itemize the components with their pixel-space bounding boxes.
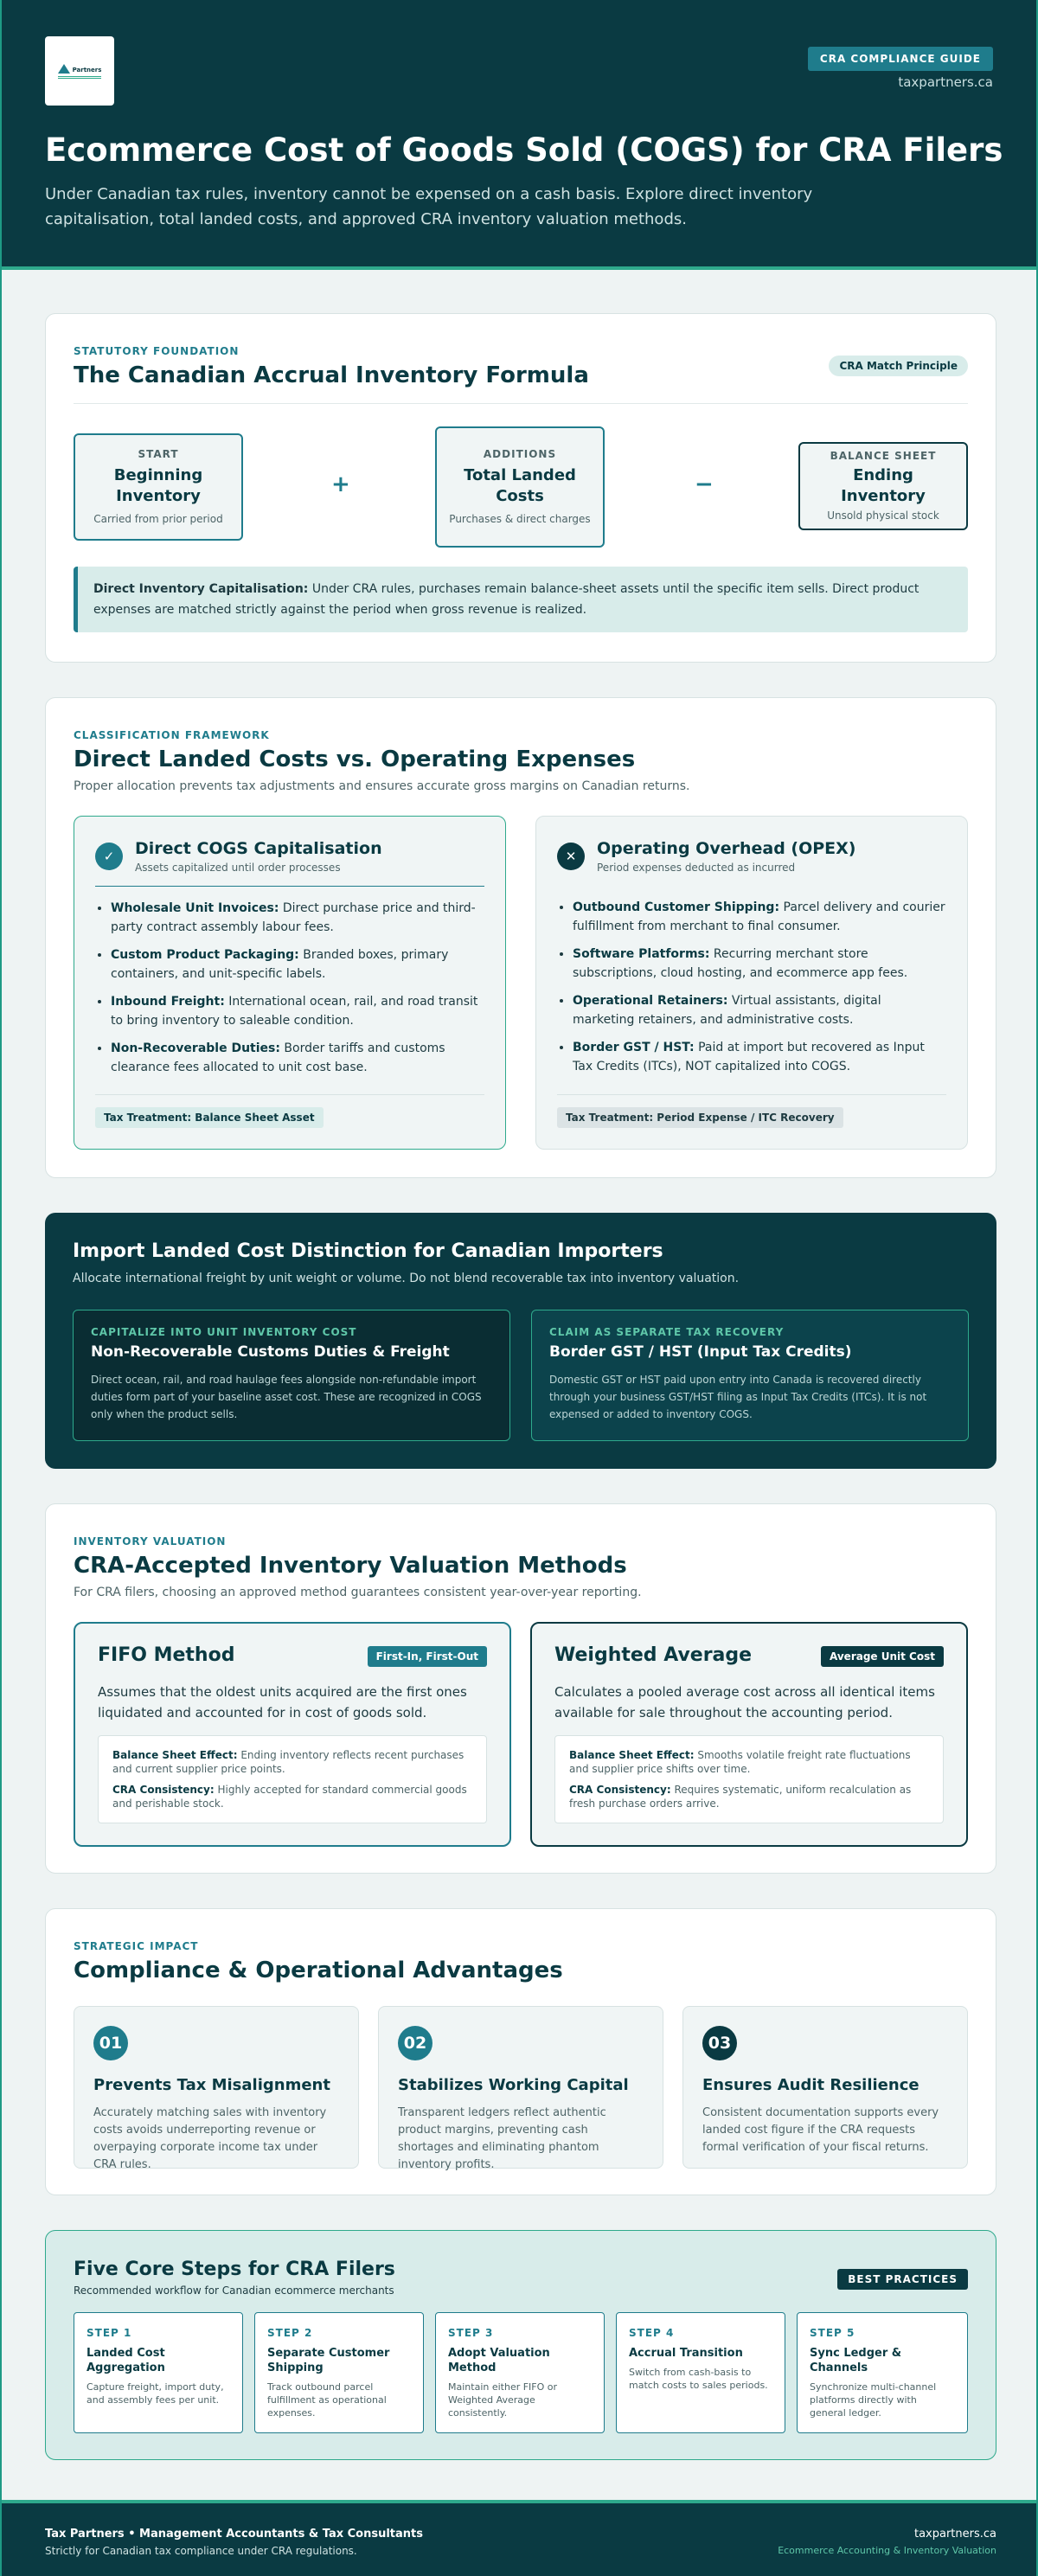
site-link[interactable]: taxpartners.ca	[898, 74, 993, 90]
section-title: Import Landed Cost Distinction for Canadian Importers	[73, 1240, 663, 1262]
advantage-desc: Accurately matching sales with inventory costs avoids underreporting revenue or overpaying corporate income tax under CRA rules.	[93, 2106, 327, 2171]
formula-box-label: START	[138, 448, 179, 460]
match-principle-pill: CRA Match Principle	[829, 356, 968, 376]
capitalisation-note	[74, 567, 968, 632]
fifo-tag: First-In, First-Out	[368, 1646, 487, 1667]
hero-header	[2, 0, 1036, 270]
best-practices-badge: BEST PRACTICES	[837, 2269, 968, 2290]
box-desc: Direct ocean, rail, and road haulage fees alongside non-refundable import duties form part of your baseline asset cost. These are recognized in COGS only when the product sells.	[91, 1374, 482, 1420]
cogs-title: Direct COGS Capitalisation	[135, 839, 382, 858]
section-title: Five Core Steps for CRA Filers	[74, 2259, 395, 2280]
section-title: Compliance & Operational Advantages	[74, 1958, 563, 1983]
advantages-section	[45, 1908, 996, 2195]
box-eyebrow: CAPITALIZE INTO UNIT INVENTORY COST	[91, 1326, 357, 1338]
formula-box-desc: Carried from prior period	[93, 513, 223, 525]
step-card	[254, 2312, 424, 2433]
advantage-title: Prevents Tax Misalignment	[93, 2076, 330, 2094]
box-title: Border GST / HST (Input Tax Credits)	[549, 1343, 852, 1361]
advantage-card	[74, 2006, 359, 2169]
logo[interactable]	[45, 36, 114, 106]
fifo-details	[98, 1735, 487, 1823]
fifo-title: FIFO Method	[98, 1644, 235, 1666]
list-item: • Operational Retainers: Virtual assistants, digital marketing retainers, and administrative costs.	[573, 991, 946, 1029]
box-title: Non-Recoverable Customs Duties & Freight	[91, 1343, 450, 1361]
box-desc: Domestic GST or HST paid upon entry into Canada is recovered directly through your business GST/HST filing as Input Tax Credits (ITCs). It is not expensed or added to inventory COGS.	[549, 1374, 927, 1420]
divider	[95, 886, 484, 887]
step-title: Separate Customer Shipping	[267, 2347, 390, 2374]
advantage-desc: Consistent documentation supports every landed cost figure if the CRA requests formal verification of your fiscal returns.	[702, 2106, 939, 2154]
section-eyebrow: STATUTORY FOUNDATION	[74, 345, 240, 357]
advantage-number: 02	[398, 2026, 432, 2060]
wavg-details	[554, 1735, 944, 1823]
advantage-title: Ensures Audit Resilience	[702, 2076, 919, 2094]
advantage-card	[378, 2006, 663, 2169]
note-text: Under CRA rules, purchases remain balance-sheet assets until the specific item sells. Direct product expenses are matched strictly against the period when gross revenue is realized.	[93, 582, 919, 617]
step-card	[616, 2312, 785, 2433]
formula-box-desc: Purchases & direct charges	[449, 513, 591, 525]
footer	[2, 2500, 1038, 2576]
logo-text: Partners	[72, 66, 102, 74]
detail-line: Balance Sheet Effect: Smooths volatile freight rate fluctuations and supplier price shifts over time.	[569, 1749, 911, 1775]
advantage-number: 01	[93, 2026, 128, 2060]
section-eyebrow: STRATEGIC IMPACT	[74, 1940, 199, 1952]
steps-section	[45, 2230, 996, 2460]
step-number: STEP 3	[448, 2327, 494, 2339]
step-title: Adopt Valuation Method	[448, 2347, 550, 2374]
import-section	[45, 1213, 996, 1469]
list-item: • Custom Product Packaging: Branded boxes, primary containers, and unit-specific labels.	[111, 945, 484, 984]
footer-tagline: Strictly for Canadian tax compliance under CRA regulations.	[45, 2545, 357, 2557]
list-item: • Software Platforms: Recurring merchant store subscriptions, cloud hosting, and ecommerce app fees.	[573, 945, 946, 983]
capitalize-box	[73, 1310, 510, 1441]
footer-site-link[interactable]: taxpartners.ca	[913, 2528, 996, 2541]
advantage-number: 03	[702, 2026, 737, 2060]
section-subtitle: Proper allocation prevents tax adjustments and ensures accurate gross margins on Canadian returns.	[74, 779, 690, 793]
formula-box-main: Total Landed Costs	[464, 466, 576, 505]
plus-operator: +	[331, 471, 350, 497]
formula-box-label: BALANCE SHEET	[830, 450, 937, 462]
tax-recovery-box	[531, 1310, 969, 1441]
opex-column	[535, 816, 968, 1150]
classification-section	[45, 697, 996, 1178]
weighted-average-card	[530, 1622, 968, 1847]
section-title: The Canadian Accrual Inventory Formula	[74, 362, 589, 388]
formula-box-main: Ending Inventory	[841, 466, 926, 505]
opex-header	[557, 839, 946, 874]
formula-box-label: ADDITIONS	[483, 448, 557, 460]
close-icon: ✕	[557, 843, 585, 870]
wavg-desc: Calculates a pooled average cost across all identical items available for sale throughout the accounting period.	[554, 1684, 935, 1721]
step-number: STEP 2	[267, 2327, 313, 2339]
step-card	[797, 2312, 968, 2433]
page-title: Ecommerce Cost of Goods Sold (COGS) for CRA Filers	[45, 131, 1003, 169]
step-desc: Capture freight, import duty, and assembly fees per unit.	[86, 2381, 224, 2406]
divider	[95, 1094, 484, 1095]
opex-list	[557, 898, 946, 1076]
step-title: Sync Ledger & Channels	[810, 2347, 902, 2374]
formula-section	[45, 313, 996, 663]
section-subtitle: Recommended workflow for Canadian ecommerce merchants	[74, 2284, 394, 2297]
valuation-section	[45, 1503, 996, 1874]
step-desc: Switch from cash-basis to match costs to sales periods.	[629, 2367, 768, 2391]
list-item: • Inbound Freight: International ocean, rail, and road transit to bring inventory to saleable condition.	[111, 992, 484, 1030]
list-item: • Border GST / HST: Paid at import but recovered as Input Tax Credits (ITCs), NOT capitalized into COGS.	[573, 1038, 946, 1076]
fifo-desc: Assumes that the oldest units acquired are the first ones liquidated and accounted for in cost of goods sold.	[98, 1684, 467, 1721]
note-heading: Direct Inventory Capitalisation:	[93, 582, 309, 596]
step-number: STEP 1	[86, 2327, 132, 2339]
list-item: • Non-Recoverable Duties: Border tariffs and customs clearance fees allocated to unit cost base.	[111, 1039, 484, 1077]
step-desc: Maintain either FIFO or Weighted Average consistently.	[448, 2381, 558, 2419]
minus-operator: −	[695, 471, 714, 497]
formula-box-main: Beginning Inventory	[113, 466, 203, 505]
fifo-card	[74, 1622, 511, 1847]
cogs-list	[95, 899, 484, 1077]
section-eyebrow: CLASSIFICATION FRAMEWORK	[74, 729, 270, 741]
detail-line: CRA Consistency: Highly accepted for standard commercial goods and perishable stock.	[112, 1784, 467, 1810]
step-card	[74, 2312, 243, 2433]
box-eyebrow: CLAIM AS SEPARATE TAX RECOVERY	[549, 1326, 785, 1338]
step-number: STEP 5	[810, 2327, 855, 2339]
check-icon: ✓	[95, 843, 123, 870]
opex-treatment-badge: Tax Treatment: Period Expense / ITC Recovery	[557, 1107, 843, 1128]
formula-box-beginning	[74, 433, 243, 541]
guide-badge: CRA COMPLIANCE GUIDE	[808, 47, 993, 71]
divider	[557, 1094, 946, 1095]
cogs-subtitle: Assets capitalized until order processes	[135, 862, 341, 874]
section-title: Direct Landed Costs vs. Operating Expenses	[74, 747, 636, 772]
section-title: CRA-Accepted Inventory Valuation Methods	[74, 1553, 627, 1579]
step-card	[435, 2312, 605, 2433]
step-title: Accrual Transition	[629, 2347, 743, 2360]
cogs-column	[74, 816, 506, 1150]
detail-line: CRA Consistency: Requires systematic, uniform recalculation as fresh purchase orders arrive.	[569, 1784, 912, 1810]
page-subtitle: Under Canadian tax rules, inventory cannot be expensed on a cash basis. Explore direct inventory capitalisation, total landed costs, and approved CRA inventory valuation methods.	[45, 185, 813, 228]
divider	[74, 403, 968, 404]
opex-title: Operating Overhead (OPEX)	[597, 839, 856, 858]
formula-box-desc: Unsold physical stock	[827, 509, 939, 522]
advantage-title: Stabilizes Working Capital	[398, 2076, 629, 2094]
advantage-desc: Transparent ledgers reflect authentic product margins, preventing cash shortages and eliminating phantom inventory profits.	[398, 2106, 606, 2171]
opex-subtitle: Period expenses deducted as incurred	[597, 862, 796, 874]
step-desc: Synchronize multi-channel platforms directly with general ledger.	[810, 2381, 937, 2419]
step-desc: Track outbound parcel fulfillment as operational expenses.	[267, 2381, 387, 2419]
section-subtitle: For CRA filers, choosing an approved method guarantees consistent year-over-year reporting.	[74, 1586, 642, 1599]
section-eyebrow: INVENTORY VALUATION	[74, 1535, 227, 1548]
cogs-header	[95, 839, 484, 874]
list-item: • Outbound Customer Shipping: Parcel delivery and courier fulfillment from merchant to final consumer.	[573, 898, 946, 936]
cogs-treatment-badge: Tax Treatment: Balance Sheet Asset	[95, 1107, 324, 1128]
formula-box-additions	[435, 426, 605, 548]
detail-line: Balance Sheet Effect: Ending inventory reflects recent purchases and current supplier price points.	[112, 1749, 465, 1775]
step-title: Landed Cost Aggregation	[86, 2347, 165, 2374]
wavg-title: Weighted Average	[554, 1644, 753, 1666]
step-number: STEP 4	[629, 2327, 675, 2339]
logo-icon	[58, 64, 102, 74]
formula-box-ending	[798, 442, 968, 530]
wavg-tag: Average Unit Cost	[821, 1646, 944, 1667]
list-item: • Wholesale Unit Invoices: Direct purchase price and third-party contract assembly labour fees.	[111, 899, 484, 937]
footer-service: Ecommerce Accounting & Inventory Valuation	[778, 2545, 996, 2556]
footer-firm: Tax Partners • Management Accountants & Tax Consultants	[45, 2528, 423, 2541]
advantage-card	[682, 2006, 968, 2169]
section-subtitle: Allocate international freight by unit weight or volume. Do not blend recoverable tax into inventory valuation.	[73, 1272, 740, 1285]
